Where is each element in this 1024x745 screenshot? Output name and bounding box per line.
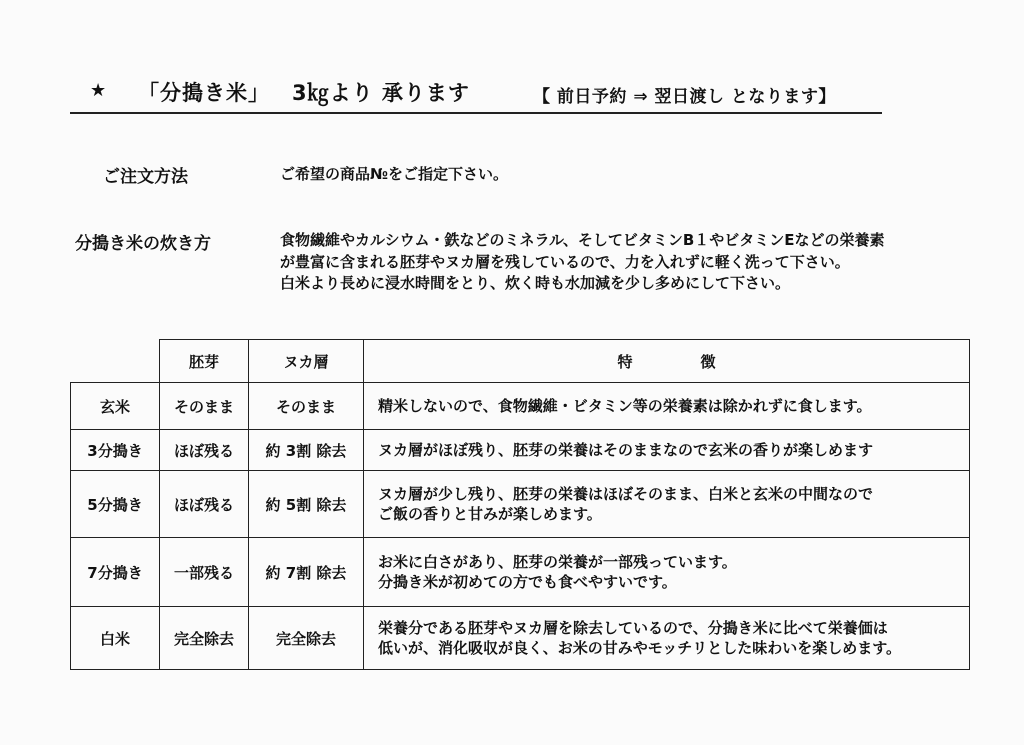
title-sub: 3㎏より 承ります — [292, 81, 470, 105]
description-line: ヌカ層が少し残り、胚芽の栄養はほぼそのまま、白米と玄米の中間なので — [378, 485, 874, 503]
header-feature-a: 特 — [617, 352, 633, 371]
cooking-line: が豊富に含まれる胚芽やヌカ層を残しているので、力を入れずに軽く洗って下さい。 — [280, 252, 850, 271]
row-bran: そのまま — [249, 383, 364, 430]
table-corner — [71, 340, 160, 383]
row-name: 7分搗き — [71, 538, 160, 607]
row-description — [364, 383, 970, 430]
row-bran: 約 7割 除去 — [249, 538, 364, 607]
header-embryo: 胚芽 — [160, 340, 249, 383]
table-row — [71, 383, 970, 430]
description-line: ご飯の香りと甘みが楽しめます。 — [378, 505, 602, 523]
cooking-line: 白米より長めに浸水時間をとり、炊く時も水加減を少し多めにして下さい。 — [280, 274, 791, 292]
description-line: 分搗き米が初めての方でも食べやすいです。 — [378, 573, 677, 591]
description-line: 栄養分である胚芽やヌカ層を除去しているので、分搗き米に比べて栄養価は — [378, 619, 888, 637]
cooking-line: 食物繊維やカルシウム・鉄などのミネラル、そしてビタミンB１やビタミンEなどの栄養素 — [280, 231, 885, 249]
row-bran: 約 3割 除去 — [249, 430, 364, 471]
description-line: 精米しないので、食物繊維・ビタミン等の栄養素は除かれずに食します。 — [378, 397, 872, 415]
header-divider — [70, 112, 882, 114]
row-embryo: そのまま — [160, 383, 249, 430]
row-embryo: 完全除去 — [160, 607, 249, 670]
table-row — [71, 538, 970, 607]
row-embryo: ほぼ残る — [160, 471, 249, 538]
star-icon: ★ — [90, 80, 107, 101]
order-label: ご注文方法 — [103, 167, 188, 187]
header-feature — [364, 340, 970, 383]
header-feature-b: 徴 — [700, 352, 716, 371]
row-description — [364, 430, 970, 471]
row-name: 白米 — [71, 607, 160, 670]
title-main: 「分搗き米」 — [138, 81, 270, 105]
cooking-label: 分搗き米の炊き方 — [75, 234, 211, 254]
rice-polish-table — [70, 339, 970, 670]
table-row — [71, 430, 970, 471]
row-description — [364, 471, 970, 538]
description-line: 低いが、消化吸収が良く、お米の甘みやモッチリとした味わいを楽しめます。 — [378, 639, 902, 657]
row-bran: 完全除去 — [249, 607, 364, 670]
row-description — [364, 538, 970, 607]
page-title — [138, 77, 470, 107]
row-embryo: ほぼ残る — [160, 430, 249, 471]
row-description — [364, 607, 970, 670]
row-name: 3分搗き — [71, 430, 160, 471]
row-embryo: 一部残る — [160, 538, 249, 607]
description-line: ヌカ層がほぼ残り、胚芽の栄養はそのままなので玄米の香りが楽しめます — [378, 441, 874, 459]
row-name: 5分搗き — [71, 471, 160, 538]
cooking-text — [280, 230, 885, 295]
header-bran: ヌカ層 — [249, 340, 364, 383]
table-row — [71, 607, 970, 670]
row-bran: 約 5割 除去 — [249, 471, 364, 538]
reserve-note: 【 前日予約 ⇒ 翌日渡し となります】 — [533, 87, 836, 107]
table-row — [71, 471, 970, 538]
description-line: お米に白さがあり、胚芽の栄養が一部残っています。 — [378, 553, 737, 571]
row-name: 玄米 — [71, 383, 160, 430]
order-text: ご希望の商品№をご指定下さい。 — [280, 165, 509, 183]
table-header-row — [71, 340, 970, 383]
